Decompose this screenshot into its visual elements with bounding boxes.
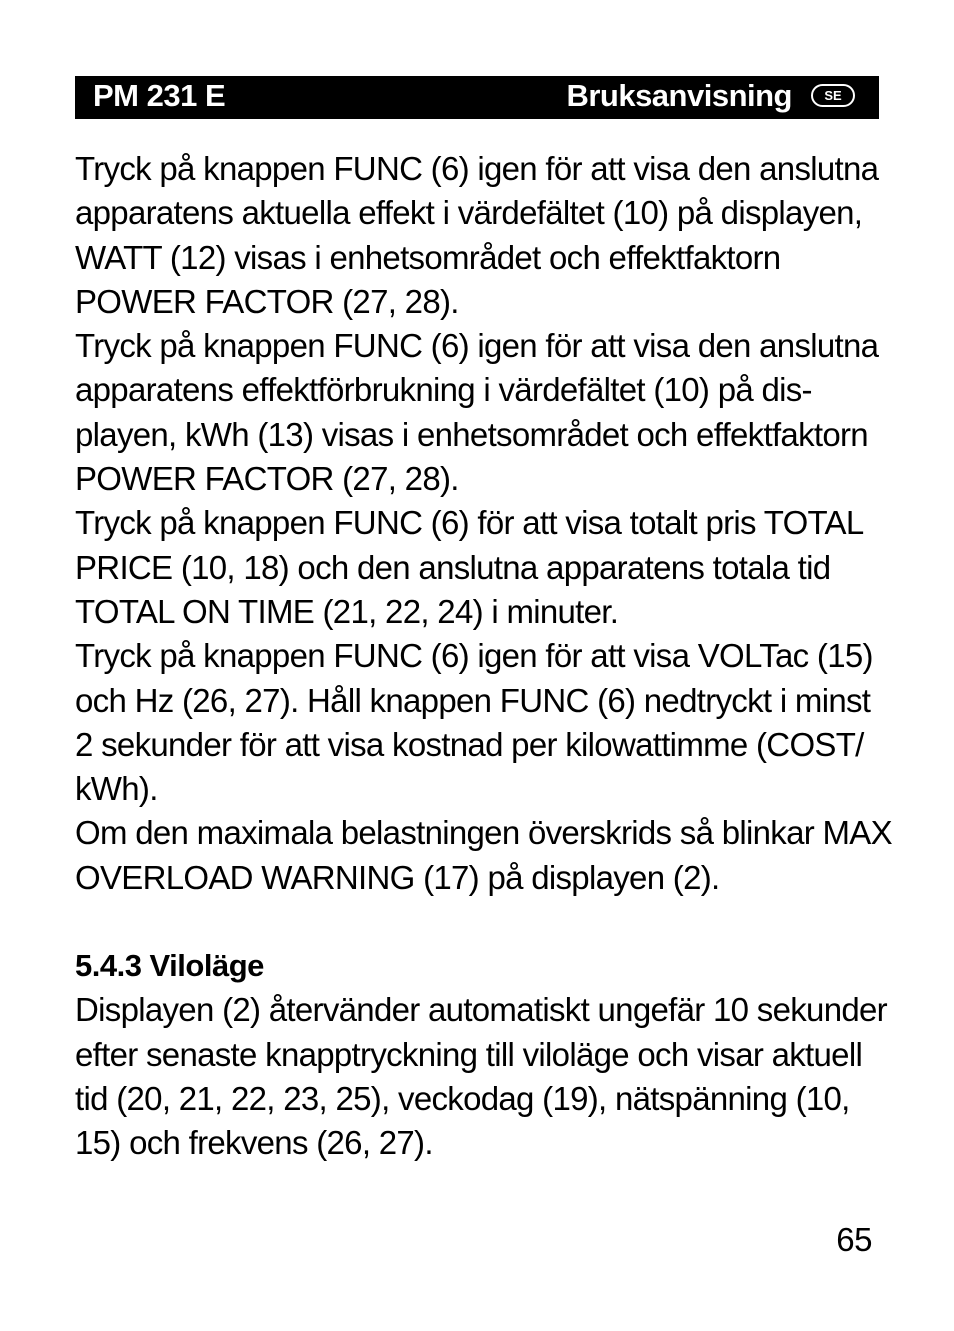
- manual-title: Bruksanvisning: [566, 78, 792, 113]
- text-line: apparatens aktuella effekt i värdefältet (10) på displayen,: [75, 194, 863, 232]
- text-line: 15) och frekvens (26, 27).: [75, 1124, 433, 1162]
- text-line: och Hz (26, 27). Håll knappen FUNC (6) nedtryckt i minst: [75, 681, 871, 719]
- paragraph-voltage: [75, 634, 895, 811]
- text-line: Tryck på knappen FUNC (6) igen för att visa VOLTac (15): [75, 637, 873, 675]
- text-line: POWER FACTOR (27, 28).: [75, 282, 459, 320]
- section-spacer: [75, 900, 895, 944]
- text-line: Tryck på knappen FUNC (6) igen för att visa den anslutna: [75, 327, 879, 365]
- text-line: apparatens effektförbrukning i värdefältet (10) på dis-: [75, 371, 812, 409]
- text-line: Om den maximala belastningen överskrids så blinkar MAX: [75, 814, 892, 852]
- text-line: Displayen (2) återvänder automatiskt ungefär 10 sekunder: [75, 991, 887, 1029]
- model-name: PM 231 E: [93, 78, 226, 113]
- text-line: POWER FACTOR (27, 28).: [75, 460, 459, 498]
- language-badge: SE: [811, 84, 855, 107]
- text-line: TOTAL ON TIME (21, 22, 24) i minuter.: [75, 592, 619, 630]
- section-heading: 5.4.3 Viloläge: [75, 948, 264, 984]
- text-line: PRICE (10, 18) och den anslutna apparatens totala tid: [75, 548, 831, 586]
- paragraph-kwh: [75, 324, 895, 501]
- paragraph-standby: [75, 988, 895, 1165]
- text-line: 2 sekunder för att visa kostnad per kilowattimme (COST/: [75, 725, 864, 763]
- text-line: efter senaste knapptryckning till viloläge och visar aktuell: [75, 1035, 863, 1073]
- text-line: WATT (12) visas i enhetsområdet och effektfaktorn: [75, 238, 781, 276]
- text-line: playen, kWh (13) visas i enhetsområdet och effektfaktorn: [75, 415, 868, 453]
- text-line: OVERLOAD WARNING (17) på displayen (2).: [75, 858, 720, 896]
- page-header: [75, 76, 879, 119]
- text-line: Tryck på knappen FUNC (6) igen för att visa den anslutna: [75, 150, 879, 187]
- main-content: [75, 147, 895, 1166]
- paragraph-watt: [75, 147, 895, 324]
- page-number: 65: [836, 1221, 872, 1258]
- paragraph-overload: [75, 811, 895, 900]
- paragraph-total-price: [75, 501, 895, 634]
- text-line: Tryck på knappen FUNC (6) för att visa totalt pris TOTAL: [75, 504, 864, 542]
- text-line: kWh).: [75, 770, 158, 808]
- text-line: tid (20, 21, 22, 23, 25), veckodag (19), nätspänning (10,: [75, 1079, 850, 1117]
